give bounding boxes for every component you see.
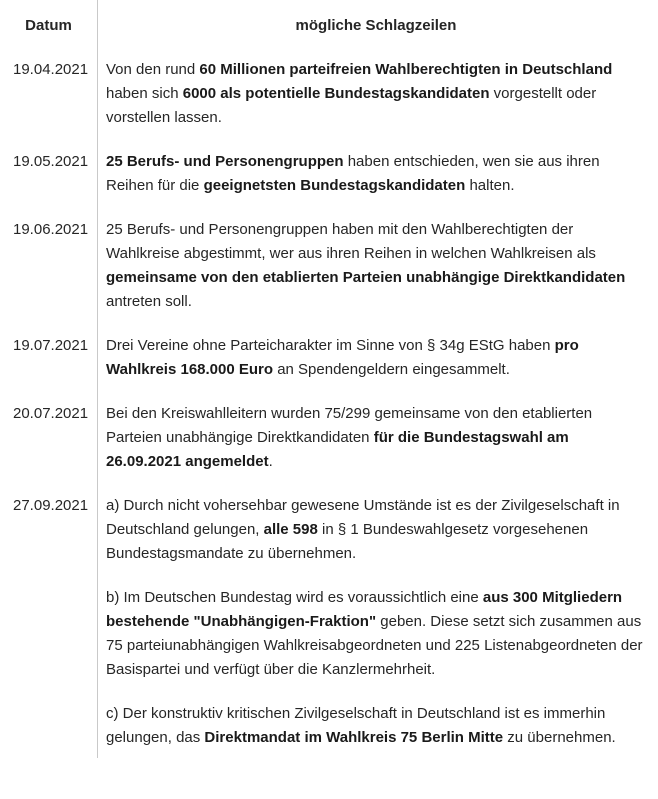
datum-header: Datum: [25, 17, 72, 34]
headline-text: geben. Diese setzt sich zusammen aus 75 parteiunabhängigen Wahlkreisabgeordneten und 225 Listenabgeordneten der Basispartei und verfügt über die Kanzlermehrheit.: [106, 613, 643, 678]
date-cell: 27.09.2021: [13, 497, 89, 514]
headline-text: zu übernehmen.: [503, 729, 616, 746]
table-row: [0, 58, 658, 150]
date-cell: 20.07.2021: [13, 405, 89, 422]
table-row: [0, 150, 658, 218]
headline-bold-text: Direktmandat im Wahlkreis 75 Berlin Mitte: [204, 729, 504, 746]
headline-text: an Spendengeldern eingesammelt.: [273, 361, 510, 378]
headline-text: haben sich: [106, 85, 183, 102]
table-rows: [0, 58, 658, 758]
headline-text: in § 1 Bundeswahlgesetz vorgesehenen Bundestagsmandate zu übernehmen.: [106, 521, 589, 562]
headline-text: b) Im Deutschen Bundestag wird es voraussichtlich eine: [106, 589, 483, 606]
date-cell: 19.05.2021: [13, 153, 89, 170]
headline-cell: [97, 586, 658, 702]
headline-bold-text: alle 598: [263, 521, 318, 538]
headline-bold-text: pro Wahlkreis 168.000 Euro: [106, 337, 579, 378]
schlagzeilen-header: mögliche Schlagzeilen: [97, 0, 658, 58]
headline-bold-text: 25 Berufs- und Personengruppen: [106, 153, 344, 170]
headline-cell: [97, 402, 658, 494]
table-row: [0, 586, 658, 702]
headline-bold-text: aus 300 Mitgliedern bestehende "Unabhängigen-Fraktion": [106, 589, 623, 630]
date-cell: 19.04.2021: [13, 61, 89, 78]
headline-bold-text: für die Bundestagswahl am 26.09.2021 angemeldet: [106, 429, 569, 470]
headline-cell: [97, 58, 658, 150]
headline-text: a) Durch nicht vohersehbar gewesene Umstände ist es der Zivilgeselschaft in Deutschland gelungen,: [106, 497, 620, 538]
table-row: [0, 402, 658, 494]
date-cell: 19.07.2021: [13, 337, 89, 354]
headline-bold-text: geeignetsten Bundestagskandidaten: [203, 177, 466, 194]
headline-bold-text: 60 Millionen parteifreien Wahlberechtigten in Deutschland: [199, 61, 613, 78]
headline-text: 25 Berufs- und Personengruppen haben mit den Wahlberechtigten der Wahlkreise abgestimmt, wer aus ihren Reihen in welchen Wahlkreisen als: [106, 221, 596, 262]
date-cell: 19.06.2021: [13, 221, 89, 238]
headline-cell: [97, 334, 658, 402]
table-row: [0, 218, 658, 334]
headline-text: .: [268, 453, 273, 470]
headline-cell: [97, 494, 658, 586]
headline-bold-text: 6000 als potentielle Bundestagskandidaten: [182, 85, 490, 102]
headline-text: halten.: [465, 177, 515, 194]
headline-text: Drei Vereine ohne Parteicharakter im Sinne von § 34g EStG haben: [106, 337, 555, 354]
date-cell: [0, 586, 97, 702]
headline-cell: [97, 150, 658, 218]
headline-text: Bei den Kreiswahlleitern wurden 75/299 gemeinsame von den etablierten Parteien unabhängige Direktkandidaten: [106, 405, 593, 446]
table-row: [0, 494, 658, 586]
headline-cell: [97, 702, 658, 758]
headline-cell: [97, 218, 658, 334]
headline-bold-text: gemeinsame von den etablierten Parteien unabhängige Direktkandidaten: [106, 269, 626, 286]
table-header-row: [0, 0, 658, 58]
headline-text: c) Der konstruktiv kritischen Zivilgeselschaft in Deutschland ist es immerhin gelungen, das: [106, 705, 606, 746]
table-row: [0, 702, 658, 758]
date-cell: [0, 702, 97, 758]
headline-text: vorgestellt oder vorstellen lassen.: [106, 85, 597, 126]
headline-text: Von den rund: [106, 61, 200, 78]
headline-text: haben entschieden, wen sie aus ihren Reihen für die: [106, 153, 600, 194]
table-row: [0, 334, 658, 402]
headline-text: antreten soll.: [106, 293, 192, 310]
